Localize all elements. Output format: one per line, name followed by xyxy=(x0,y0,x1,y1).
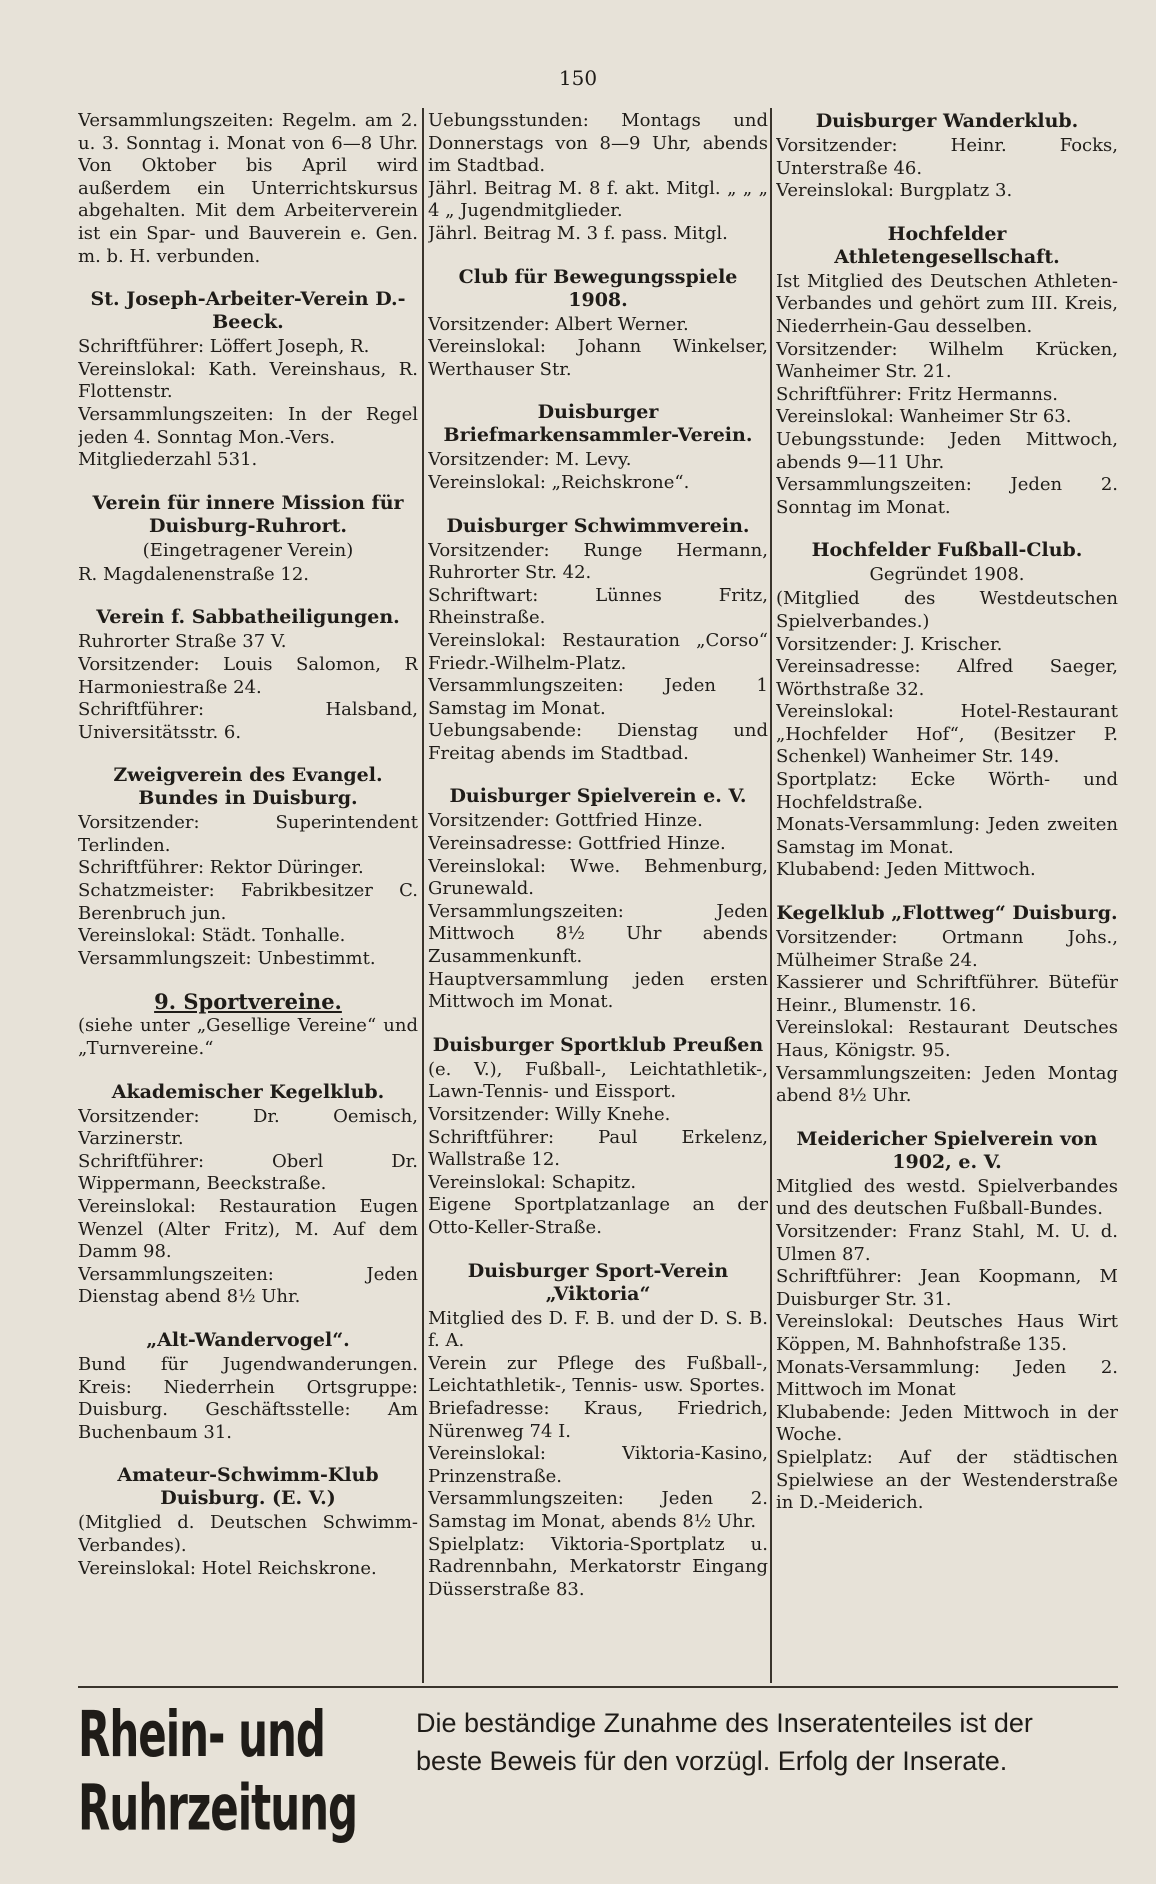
entry-heading: Duisburger Wanderklub. xyxy=(815,110,1079,132)
entry-line: Schriftführer: Paul Erkelenz, Wallstraße 12. xyxy=(428,1126,768,1171)
entry-line: Vereinslokal: Restaurant Deutsches Haus, Königstr. 95. xyxy=(776,1017,1118,1061)
column-middle xyxy=(428,110,768,1680)
entry xyxy=(78,764,418,970)
newspaper-logo: Rhein- und Ruhrzeitung xyxy=(78,1697,358,1845)
entry-line: Vereinslokal: Hotel Reichskrone. xyxy=(78,1557,377,1579)
entry-line: Vereinslokal: Burgplatz 3. xyxy=(776,180,1013,202)
entry-line: Briefadresse: Kraus, Friedrich, Nürenweg 74 I. xyxy=(428,1397,768,1442)
entry-line: Spielplatz: Auf der städtischen Spielwiese an der Westenderstraße in D.-Meiderich. xyxy=(776,1446,1118,1514)
entry-line: Klubabend: Jeden Mittwoch. xyxy=(776,859,1036,881)
entry-line: Ruhrorter Straße 37 V. xyxy=(78,631,287,653)
entry-subheading: Gegründet 1908. xyxy=(869,564,1025,586)
entry-line: Vereinsadresse: Gottfried Hinze. xyxy=(428,833,726,855)
entry-heading: Zweigverein des Evangel. Bundes in Duisburg. xyxy=(113,764,383,810)
column-rule xyxy=(770,108,772,1683)
entry-line: Vorsitzender: Runge Hermann, Ruhrorter Str. 42. xyxy=(428,539,768,584)
column-right xyxy=(776,110,1118,1680)
entry-line: Spielplatz: Viktoria-Sportplatz u. Radrennbahn, Merkatorstr Eingang Düsserstraße 83. xyxy=(428,1533,768,1600)
entry-line: Klubabende: Jeden Mittwoch in der Woche. xyxy=(776,1401,1118,1446)
entry xyxy=(78,1081,418,1309)
entry-line: (e. V.), Fußball-, Leichtathletik-, Lawn-Tennis- und Eissport. xyxy=(428,1058,768,1103)
entry-line: Vereinslokal: Johann Winkelser, Werthauser Str. xyxy=(428,336,768,380)
entry-heading: Duisburger Spielverein e. V. xyxy=(449,785,747,808)
entry xyxy=(78,1464,418,1580)
entry-line: Schriftführer: Halsband, Universitätsstr. 6. xyxy=(78,699,418,743)
entry-line: Kassierer und Schriftführer. Bütefür Heinr., Blumenstr. 16. xyxy=(776,972,1118,1016)
entry-line: Eigene Sportplatzanlage an der Otto-Keller-Straße. xyxy=(428,1194,768,1238)
entry-heading: St. Joseph-Arbeiter-Verein D.-Beeck. xyxy=(90,288,406,334)
entry-line: Uebungsabende: Dienstag und Freitag abends im Stadtbad. xyxy=(428,720,768,764)
entry-line: Vereinslokal: Städt. Tonhalle. xyxy=(78,925,346,947)
entry xyxy=(776,110,1118,203)
entry xyxy=(776,223,1118,520)
entry xyxy=(78,110,418,268)
entry-line: Vorsitzender: Superintendent Terlinden. xyxy=(78,812,418,856)
entry-line: Schriftwart: Lünnes Fritz, Rheinstraße. xyxy=(428,584,768,629)
entry-line: Vorsitzender: Gottfried Hinze. xyxy=(428,810,703,832)
entry-line: Vereinslokal: Kath. Vereinshaus, R. Flottenstr. xyxy=(78,358,418,403)
entry-heading: „Alt-Wandervogel“. xyxy=(146,1328,350,1351)
entry-line: Uebungsstunde: Jeden Mittwoch, abends 9—11 Uhr. xyxy=(776,428,1118,473)
entry-line: Vorsitzender: M. Levy. xyxy=(428,449,632,471)
entry xyxy=(428,785,768,1013)
entry-line: Mitglied des westd. Spielverbandes und des deutschen Fußball-Bundes. xyxy=(776,1175,1118,1220)
entry-line: Versammlungszeiten: Jeden Dienstag abend 8½ Uhr. xyxy=(78,1263,418,1308)
entry-heading: Kegelklub „Flottweg“ Duisburg. xyxy=(776,902,1118,925)
entry-line: Bund für Jugendwanderungen. Kreis: Niederrhein Ortsgruppe: Duisburg. Geschäftsstelle: Am Buchenbaum 31. xyxy=(78,1353,418,1443)
entry-line: Jährl. Beitrag M. 3 f. pass. Mitgl. xyxy=(428,222,728,244)
entry xyxy=(428,110,768,246)
entry-line: Versammlungszeiten: In der Regel jeden 4. Sonntag Mon.-Vers. xyxy=(78,403,418,448)
entry-line: (Mitglied d. Deutschen Schwimm-Verbandes). xyxy=(78,1512,418,1556)
entry-line: (Mitglied des Westdeutschen Spielverbandes.) xyxy=(776,588,1118,632)
entry-line: Vorsitzender: Dr. Oemisch, Varzinerstr. xyxy=(78,1105,418,1150)
entry-heading: Verein f. Sabbatheiligungen. xyxy=(96,606,400,629)
entry xyxy=(78,288,418,472)
advert-line: beste Beweis für den vorzügl. Erfolg der Inserate. xyxy=(416,1746,1008,1776)
entry-line: Vorsitzender: Heinr. Focks, Unterstraße 46. xyxy=(776,135,1118,179)
entry xyxy=(776,539,1118,882)
entry-line: Versammlungszeiten: Jeden 2. Samstag im Monat, abends 8½ Uhr. xyxy=(428,1488,768,1532)
column-rule xyxy=(422,108,424,1683)
entry-line: Schatzmeister: Fabrikbesitzer C. Berenbruch jun. xyxy=(78,880,418,924)
entry-line: Schriftführer: Fritz Hermanns. xyxy=(776,383,1058,405)
entry-line: Vorsitzender: Albert Werner. xyxy=(428,313,689,335)
entry-line: Vereinslokal: Restauration Eugen Wenzel (Alter Fritz), M. Auf dem Damm 98. xyxy=(78,1196,418,1263)
entry-line: Vereinslokal: Wwe. Behmenburg, Grunewald. xyxy=(428,855,768,900)
entry-line: Vereinslokal: Deutsches Haus Wirt Köppen, M. Bahnhofstraße 135. xyxy=(776,1311,1118,1355)
entry xyxy=(78,990,418,1060)
entry-line: Mitglied des D. F. B. und der D. S. B. f. A. xyxy=(428,1307,768,1352)
entry-line: Vorsitzender: Willy Knehe. xyxy=(428,1104,671,1125)
entry-line: Vereinslokal: Hotel-Restaurant „Hochfelder Hof“, (Besitzer P. Schenkel) Wanheimer Str. 149. xyxy=(776,701,1118,768)
entry xyxy=(428,266,768,382)
entry-line: Vereinslokal: „Reichskrone“. xyxy=(428,471,690,493)
entry xyxy=(776,902,1118,1108)
entry-heading: Meidericher Spielverein von 1902, e. V. xyxy=(796,1127,1098,1173)
entry-line: Schriftführer: Jean Koopmann, M Duisburger Str. 31. xyxy=(776,1266,1118,1310)
entry-heading: Akademischer Kegelklub. xyxy=(111,1080,385,1103)
entry-heading: Duisburger Sportklub Preußen xyxy=(432,1033,764,1056)
entry-line: Monats-Versammlung: Jeden zweiten Samstag im Monat. xyxy=(776,814,1118,858)
entry-heading: Club für Bewegungsspiele 1908. xyxy=(458,265,738,311)
entry-line: Ist Mitglied des Deutschen Athleten-Verbandes und gehört zum III. Kreis, Niederrhein-Gau desselben. xyxy=(776,270,1118,337)
entry-line: R. Magdalenenstraße 12. xyxy=(78,563,310,585)
entry-line: Versammlungszeiten: Jeden 1 Samstag im Monat. xyxy=(428,675,768,719)
entry-line: Vorsitzender: Ortmann Johs., Mülheimer Straße 24. xyxy=(776,927,1118,971)
entry-line: Vereinsadresse: Alfred Saeger, Wörthstraße 32. xyxy=(776,656,1118,700)
entry-line: Jährl. Beitrag M. 8 f. akt. Mitgl. „ „ „ 4 „ Jugendmitglieder. xyxy=(428,177,768,222)
entry-line: (siehe unter „Gesellige Vereine“ und „Turnvereine.“ xyxy=(78,1015,418,1060)
entry xyxy=(428,1034,768,1240)
advert-text xyxy=(416,1704,1121,1780)
entry-heading: Hochfelder Fußball-Club. xyxy=(811,539,1083,562)
entry-line: Vereinslokal: Restauration „Corso“ Friedr.-Wilhelm-Platz. xyxy=(428,629,768,674)
entry-heading: Duisburger Sport-Verein „Viktoria“ xyxy=(467,1259,729,1305)
entry-line: Vereinslokal: Viktoria-Kasino, Prinzenstraße. xyxy=(428,1443,768,1487)
entry-heading: Amateur-Schwimm-Klub Duisburg. (E. V.) xyxy=(117,1464,379,1510)
entry xyxy=(78,606,418,744)
column-left xyxy=(78,110,418,1680)
entry-line: Vereinslokal: Wanheimer Str 63. xyxy=(776,406,1072,428)
entry-heading: 9. Sportvereine. xyxy=(154,989,342,1015)
entry-line: Versammlungszeiten: Jeden Mittwoch 8½ Uhr abends Zusammenkunft. Hauptversammlung jeden ersten Mittwoch im Monat. xyxy=(428,900,768,1013)
page-number: 150 xyxy=(558,66,598,90)
entry xyxy=(428,1260,768,1602)
entry-line: Schriftführer: Oberl Dr. Wippermann, Beeckstraße. xyxy=(78,1150,418,1195)
entry-line: Sportplatz: Ecke Wörth- und Hochfeldstraße. xyxy=(776,769,1118,813)
advert-line: Die beständige Zunahme des Inseratenteiles ist der xyxy=(416,1708,1033,1738)
entry-line: Versammlungszeit: Unbestimmt. xyxy=(78,947,376,969)
entry-line: Versammlungszeiten: Regelm. am 2. u. 3. Sonntag i. Monat von 6—8 Uhr. Von Oktober bis April wird außerdem ein Unterrichtskursus abgehalten. Mit dem Arbeiterverein ist ein Spar- und Bauverein e. Gen. m. b. H. verbunden. xyxy=(78,110,418,267)
entry xyxy=(428,515,768,766)
entry-line: Vorsitzender: Louis Salomon, R Harmoniestraße 24. xyxy=(78,653,418,698)
entry-line: Uebungsstunden: Montags und Donnerstags von 8—9 Uhr, abends im Stadtbad. xyxy=(428,110,768,177)
entry-heading: Hochfelder Athletengesellschaft. xyxy=(834,222,1060,268)
entry-line: Monats-Versammlung: Jeden 2. Mittwoch im Monat xyxy=(776,1356,1118,1401)
entry-line: Versammlungszeiten: Jeden Montag abend 8½ Uhr. xyxy=(776,1062,1118,1107)
entry-subheading: (Eingetragener Verein) xyxy=(142,539,354,561)
entry-heading: Verein für innere Mission für Duisburg-Ruhrort. xyxy=(92,491,404,537)
entry xyxy=(78,1329,418,1444)
entry-line: Schriftführer: Rektor Düringer. xyxy=(78,857,364,879)
entry-line: Vereinslokal: Schapitz. xyxy=(428,1171,637,1193)
entry-line: Vorsitzender: Franz Stahl, M. U. d. Ulmen 87. xyxy=(776,1220,1118,1265)
entry xyxy=(428,401,768,494)
entry-line: Schriftführer: Löffert Joseph, R. xyxy=(78,336,370,358)
entry-line: Versammlungszeiten: Jeden 2. Sonntag im Monat. xyxy=(776,474,1118,518)
entry-heading: Duisburger Schwimmverein. xyxy=(446,514,750,537)
entry-line: Vorsitzender: Wilhelm Krücken, Wanheimer Str. 21. xyxy=(776,338,1118,383)
entry xyxy=(776,1128,1118,1515)
entry-heading: Duisburger Briefmarkensammler-Verein. xyxy=(443,401,753,447)
entry-line: Mitgliederzahl 531. xyxy=(78,449,258,471)
entry-line: Verein zur Pflege des Fußball-, Leichtathletik-, Tennis- usw. Sportes. xyxy=(428,1352,768,1397)
entry xyxy=(78,492,418,587)
entry-line: Vorsitzender: J. Krischer. xyxy=(776,633,1003,655)
